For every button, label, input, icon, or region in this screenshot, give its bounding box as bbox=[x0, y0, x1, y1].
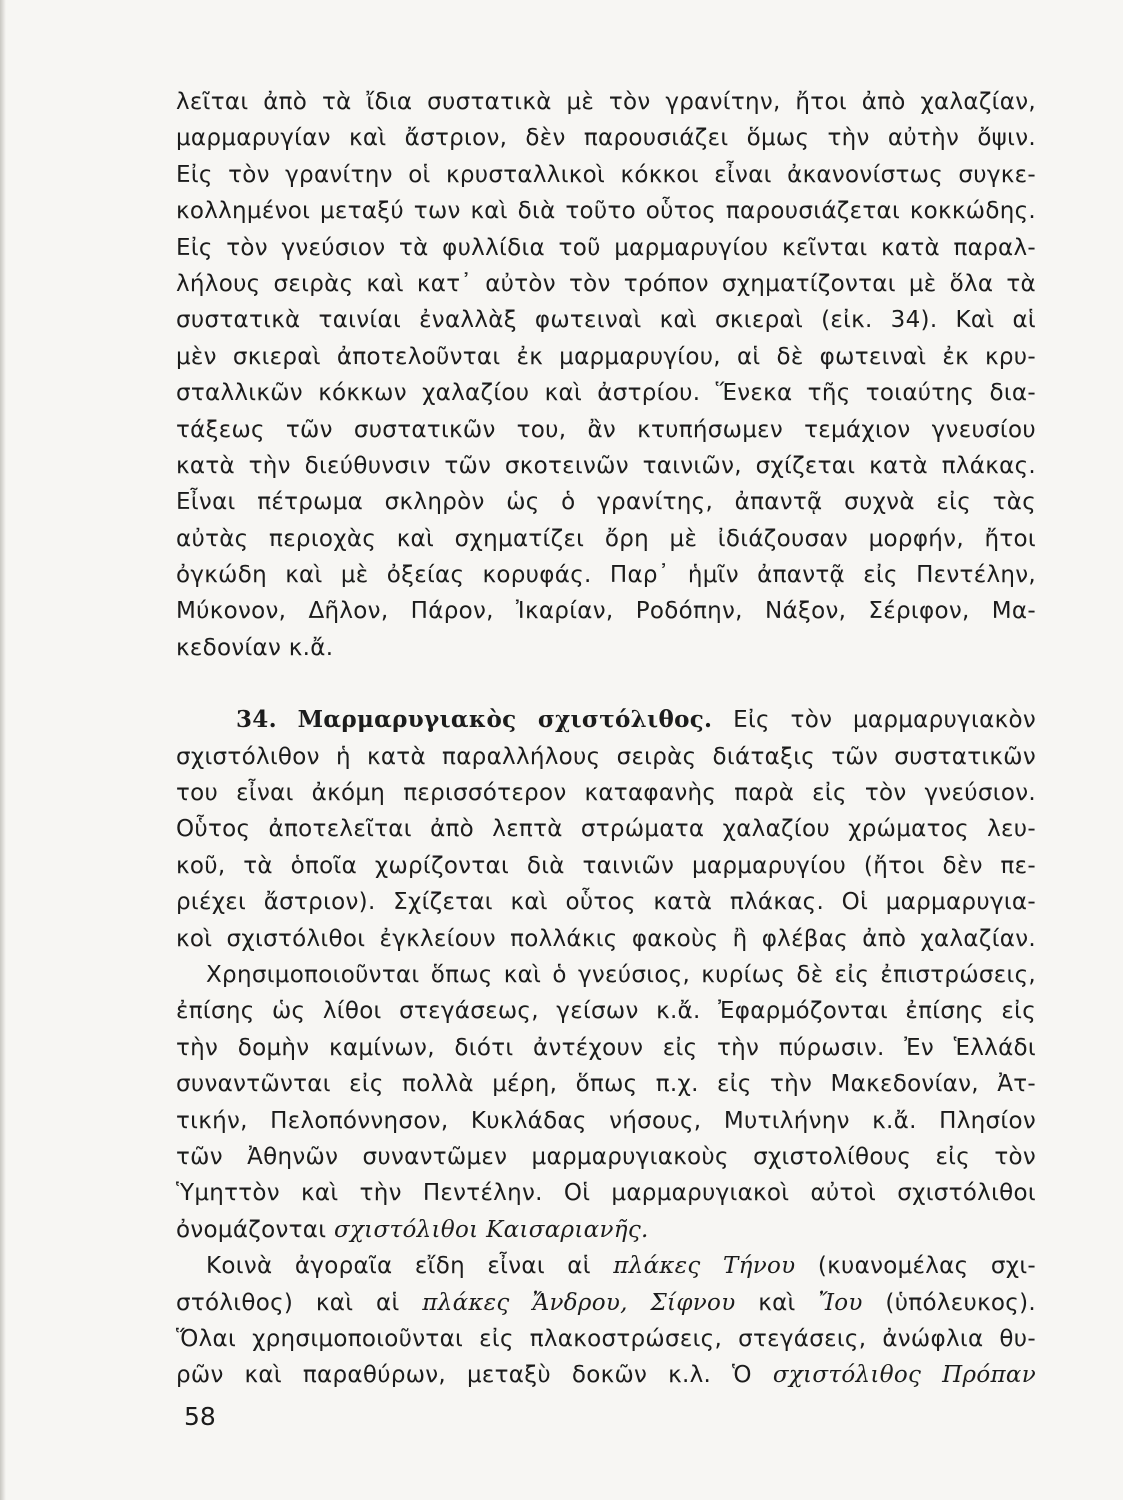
text-line: κοῦ, τὰ ὁποῖα χωρίζονται διὰ ταινιῶν μαρμαρυγίου (ἤτοι δὲν πε- bbox=[176, 852, 1036, 879]
italic-term: πλάκες Ἄνδρου, Σίφνου bbox=[422, 1289, 736, 1316]
text-line: λήλους σειρὰς καὶ κατ᾽ αὐτὸν τὸν τρόπον σχηματίζονται μὲ ὅλα τὰ bbox=[176, 270, 1036, 297]
text-line: τάξεως τῶν συστατικῶν του, ἂν κτυπήσωμεν τεμάχιον γνευσίου bbox=[176, 416, 1036, 443]
text-line: ἐπίσης ὡς λίθοι στεγάσεως, γείσων κ.ἄ. Ἐφαρμόζονται ἐπίσης εἰς bbox=[176, 998, 1036, 1025]
text-line: Οὗτος ἀποτελεῖται ἀπὸ λεπτὰ στρώματα χαλαζίου χρώματος λευ- bbox=[176, 816, 1036, 843]
text-line: τὴν δομὴν καμίνων, διότι ἀντέχουν εἰς τὴν πύρωσιν. Ἐν Ἑλλάδι bbox=[176, 1034, 1036, 1061]
text-run: στόλιθος) καὶ αἱ bbox=[176, 1289, 400, 1316]
text-line: κολλημένοι μεταξύ των καὶ διὰ τοῦτο οὗτος παρουσιάζεται κοκκώδης. bbox=[176, 198, 1036, 225]
text-run: Κοινὰ ἀγοραῖα εἴδη εἶναι αἱ bbox=[206, 1253, 591, 1280]
text-run: Εἰς τὸν μαρμαρυγιακὸν bbox=[733, 707, 1036, 734]
text-line: σχιστόλιθον ἡ κατὰ παραλλήλους σειρὰς διάταξις τῶν συστατικῶν bbox=[176, 743, 1036, 770]
text-line: κατὰ τὴν διεύθυνσιν τῶν σκοτεινῶν ταινιῶν, σχίζεται κατὰ πλάκας. bbox=[176, 452, 1036, 479]
text-line: τικήν, Πελοπόννησον, Κυκλάδας νήσους, Μυτιλήνην κ.ἄ. Πλησίον bbox=[176, 1107, 1036, 1134]
text-line: Ὑμηττὸν καὶ τὴν Πεντέλην. Οἱ μαρμαρυγιακοὶ αὐτοὶ σχιστόλιθοι bbox=[176, 1180, 1036, 1207]
page-number: 58 bbox=[184, 1402, 216, 1431]
italic-term: σχιστόλιθοι Καισαριανῆς. bbox=[333, 1216, 649, 1243]
section-heading-line bbox=[176, 702, 1036, 738]
text-line bbox=[176, 1248, 1036, 1284]
text-line: Μύκονον, Δῆλον, Πάρον, Ἰκαρίαν, Ροδόπην, Νάξον, Σέριφον, Μα- bbox=[176, 598, 1036, 625]
text-line: λεῖται ἀπὸ τὰ ἴδια συστατικὰ μὲ τὸν γρανίτην, ἤτοι ἀπὸ χαλαζίαν, bbox=[176, 89, 1036, 115]
paragraph-gneiss bbox=[176, 84, 1036, 666]
text-line: Εἰς τὸν γνεύσιον τὰ φυλλίδια τοῦ μαρμαρυγίου κεῖνται κατὰ παραλ- bbox=[176, 234, 1036, 261]
section-number: 34. bbox=[236, 706, 277, 734]
text-run: ρῶν καὶ παραθύρων, μεταξὺ δοκῶν κ.λ. Ὁ bbox=[176, 1362, 752, 1389]
text-line bbox=[176, 1285, 1036, 1321]
text-run: ὀνομάζονται bbox=[176, 1216, 327, 1243]
text-line: του εἶναι ἀκόμη περισσότερον καταφανὴς παρὰ εἰς τὸν γνεύσιον. bbox=[176, 780, 1036, 807]
section-mica-schist bbox=[176, 702, 1036, 1248]
text-line: Εἰς τὸν γρανίτην οἱ κρυσταλλικοὶ κόκκοι εἶναι ἀκανονίστως συγκε- bbox=[176, 161, 1036, 188]
text-line: Εἶναι πέτρωμα σκληρὸν ὡς ὁ γρανίτης, ἀπαντᾷ συχνὰ εἰς τὰς bbox=[176, 489, 1036, 516]
text-run: (ὑπόλευκος). bbox=[885, 1289, 1036, 1316]
paragraph-commercial-types bbox=[176, 1248, 1036, 1394]
text-line: μὲν σκιεραὶ ἀποτελοῦνται ἐκ μαρμαρυγίου, αἱ δὲ φωτειναὶ ἐκ κρυ- bbox=[176, 343, 1036, 370]
italic-term: σχιστόλιθος Πρόπαν bbox=[772, 1362, 1036, 1389]
text-line: τῶν Ἀθηνῶν συναντῶμεν μαρμαρυγιακοὺς σχιστολίθους εἰς τὸν bbox=[176, 1143, 1036, 1170]
text-line: μαρμαρυγίαν καὶ ἄστριον, δὲν παρουσιάζει ὅμως τὴν αὐτὴν ὄψιν. bbox=[176, 125, 1036, 152]
italic-term: πλάκες Τήνου bbox=[613, 1253, 796, 1280]
text-line: αὐτὰς περιοχὰς καὶ σχηματίζει ὄρη μὲ ἰδιάζουσαν μορφήν, ἤτοι bbox=[176, 525, 1036, 552]
italic-term: Ἴου bbox=[818, 1289, 863, 1316]
text-line: Χρησιμοποιοῦνται ὅπως καὶ ὁ γνεύσιος, κυρίως δὲ εἰς ἐπιστρώσεις, bbox=[206, 961, 1036, 988]
body-text bbox=[176, 84, 1036, 1394]
text-line bbox=[176, 1357, 1036, 1393]
text-line: συστατικὰ ταινίαι ἐναλλὰξ φωτειναὶ καὶ σκιεραὶ (εἰκ. 34). Καὶ αἱ bbox=[176, 307, 1036, 334]
text-line: Ὅλαι χρησιμοποιοῦνται εἰς πλακοστρώσεις, στεγάσεις, ἀνώφλια θυ- bbox=[176, 1325, 1036, 1352]
text-run: καὶ bbox=[758, 1289, 796, 1316]
page-edge-shadow bbox=[0, 0, 6, 1500]
text-line: σταλλικῶν κόκκων χαλαζίου καὶ ἀστρίου. Ἕνεκα τῆς τοιαύτης δια- bbox=[176, 380, 1036, 407]
paragraph-gap bbox=[176, 666, 1036, 702]
text-line: κεδονίαν κ.ἄ. bbox=[176, 634, 334, 661]
text-line: συναντῶνται εἰς πολλὰ μέρη, ὅπως π.χ. εἰς τὴν Μακεδονίαν, Ἀτ- bbox=[176, 1071, 1036, 1098]
text-line: ὀγκώδη καὶ μὲ ὀξείας κορυφάς. Παρ᾽ ἡμῖν ἀπαντᾷ εἰς Πεντέλην, bbox=[176, 562, 1036, 589]
section-title: Μαρμαρυγιακὸς σχιστόλιθος. bbox=[297, 706, 713, 734]
text-run: (κυανομέλας σχι- bbox=[817, 1253, 1036, 1280]
text-line bbox=[176, 1212, 1036, 1248]
text-line: ριέχει ἄστριον). Σχίζεται καὶ οὗτος κατὰ πλάκας. Οἱ μαρμαρυγια- bbox=[176, 889, 1036, 916]
text-line: κοὶ σχιστόλιθοι ἐγκλείουν πολλάκις φακοὺς ἢ φλέβας ἀπὸ χαλαζίαν. bbox=[176, 925, 1036, 952]
